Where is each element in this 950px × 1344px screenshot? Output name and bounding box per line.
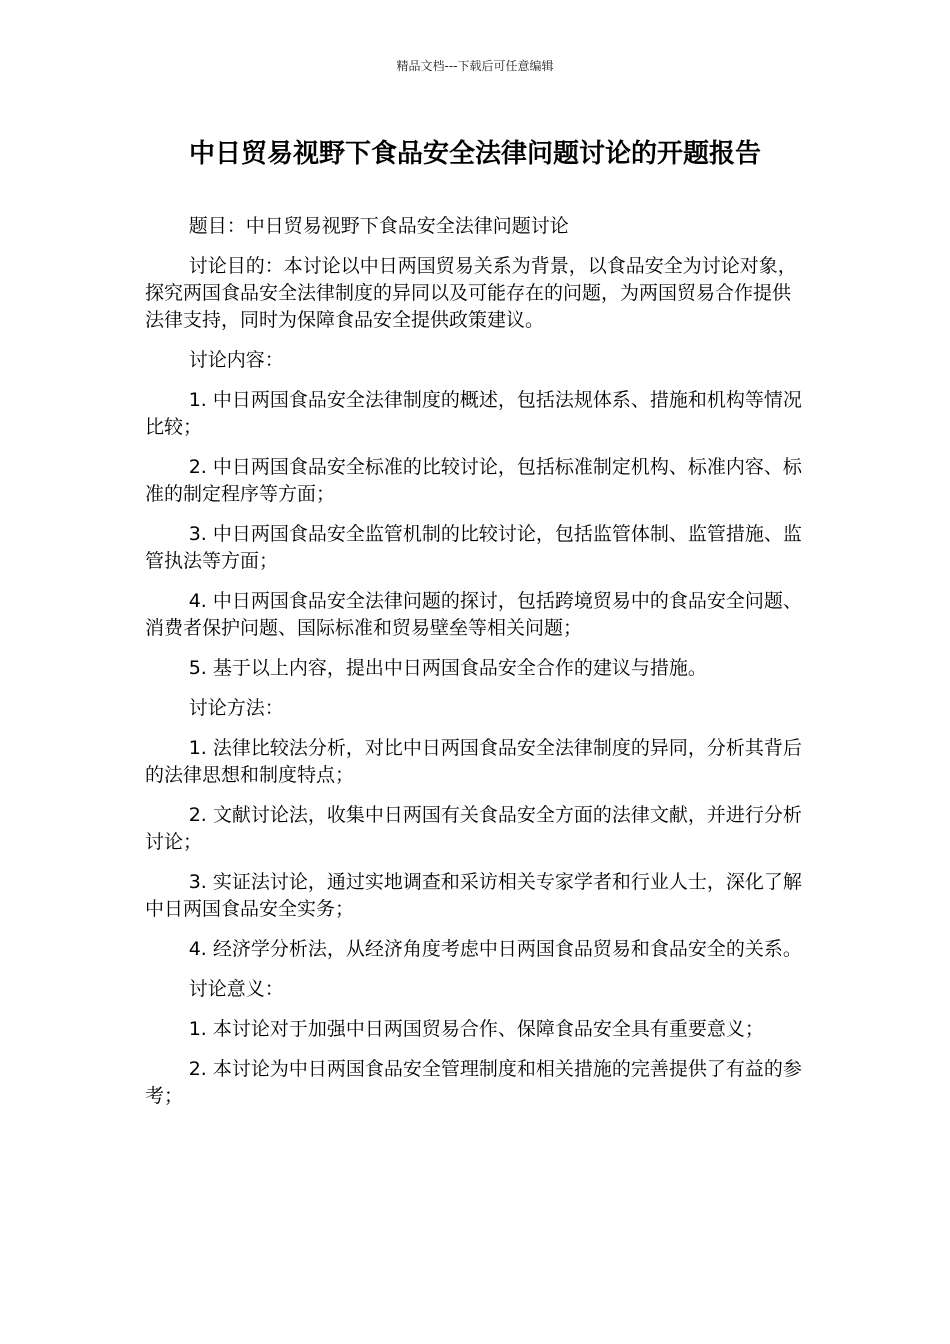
significance-item-2: 2. 本讨论为中日两国食品安全管理制度和相关措施的完善提供了有益的参考； [145, 1058, 802, 1107]
method-item-3: 3. 实证法讨论，通过实地调查和采访相关专家学者和行业人士，深化了解中日两国食品安全实务； [145, 871, 802, 920]
method-item-4: 4. 经济学分析法，从经济角度考虑中日两国食品贸易和食品安全的关系。 [188, 938, 802, 960]
purpose-paragraph: 讨论目的：本讨论以中日两国贸易关系为背景，以食品安全为讨论对象，探究两国食品安全法律制度的异同以及可能存在的问题，为两国贸易合作提供法律支持，同时为保障食品安全提供政策建议。 [145, 255, 797, 331]
content-item-3: 3. 中日两国食品安全监管机制的比较讨论，包括监管体制、监管措施、监管执法等方面； [145, 523, 802, 572]
document-body [145, 213, 805, 1123]
significance-item-1: 1. 本讨论对于加强中日两国贸易合作、保障食品安全具有重要意义； [188, 1018, 764, 1040]
document-title: 中日贸易视野下食品安全法律问题讨论的开题报告 [188, 139, 761, 169]
significance-heading: 讨论意义： [188, 978, 284, 1000]
content-heading: 讨论内容： [188, 349, 284, 371]
content-item-2: 2. 中日两国食品安全标准的比较讨论，包括标准制定机构、标准内容、标准的制定程序等方面； [145, 456, 802, 505]
content-item-1: 1. 中日两国食品安全法律制度的概述，包括法规体系、措施和机构等情况比较； [145, 389, 802, 438]
topic-paragraph: 题目：中日贸易视野下食品安全法律问题讨论 [188, 215, 569, 237]
method-heading: 讨论方法： [188, 697, 284, 719]
method-item-1: 1. 法律比较法分析，对比中日两国食品安全法律制度的异同，分析其背后的法律思想和制度特点； [145, 737, 802, 786]
page-header: 精品文档---下载后可任意编辑 [396, 59, 554, 73]
method-item-2: 2. 文献讨论法，收集中日两国有关食品安全方面的法律文献，并进行分析讨论； [145, 804, 802, 853]
content-item-5: 5. 基于以上内容，提出中日两国食品安全合作的建议与措施。 [188, 657, 707, 679]
content-item-4: 4. 中日两国食品安全法律问题的探讨，包括跨境贸易中的食品安全问题、消费者保护问题、国际标准和贸易壁垒等相关问题； [145, 590, 802, 639]
